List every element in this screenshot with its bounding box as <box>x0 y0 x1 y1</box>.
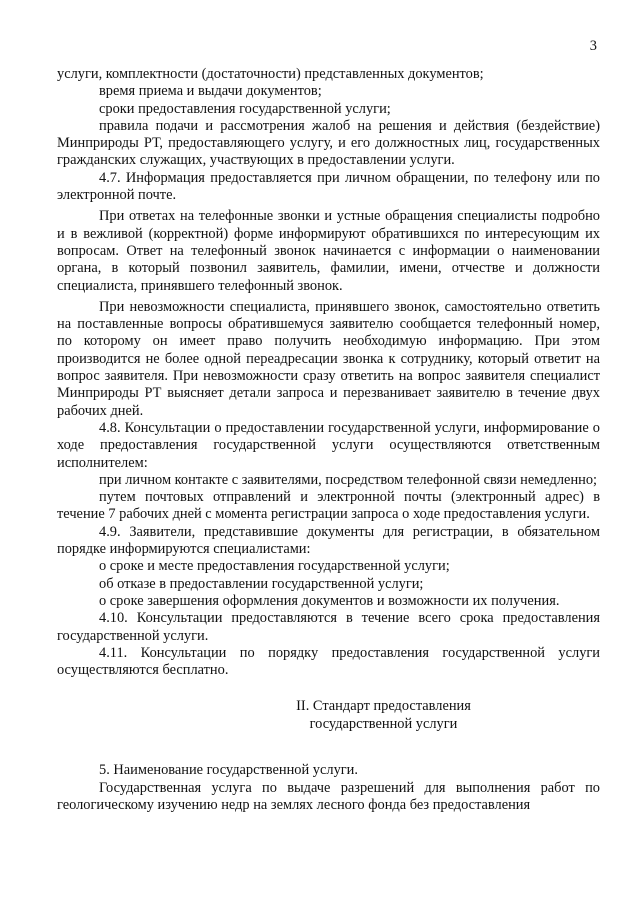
paragraph-4-9: 4.9. Заявители, представившие документы для регистрации, в обязательном порядке информируются специалистами: <box>57 523 600 558</box>
paragraph-personal-contact: при личном контакте с заявителями, посредством телефонной связи немедленно; <box>99 471 598 488</box>
paragraph-service-terms: сроки предоставления государственной услуги; <box>99 100 391 117</box>
paragraph-completion-term: о сроке завершения оформления документов и возможности их получения. <box>99 592 560 609</box>
paragraph-call-redirect: При невозможности специалиста, принявшего звонок, самостоятельно ответить на поставленные вопросы обратившемуся заявителю сообщается телефонный номер, по которому он имеет право получить необходимую информацию. При этом производится не более одной переадресации звонка к сотруднику, который ответит на вопрос заявителя. При невозможности сразу ответить на вопрос заявителя специалист Минприроды РТ выясняет детали запроса и перезванивает заявителю в течение двух рабочих дней. <box>57 298 600 419</box>
paragraph-5: 5. Наименование государственной услуги. <box>99 762 358 779</box>
paragraph-services-completeness: услуги, комплектности (достаточности) представленных документов; <box>57 66 484 82</box>
paragraph-complaint-rules: правила подачи и рассмотрения жалоб на решения и действия (бездействие) Минприроды РТ, предоставляющего услугу, и его должностных лиц, государственных гражданских служащих, участвующих в предоставлении услуги. <box>57 117 600 169</box>
paragraph-phone-answers: При ответах на телефонные звонки и устные обращения специалисты подробно и в вежливой (корректной) форме информируют обратившихся по интересующим их вопросам. Ответ на телефонный звонок начинается с информации о наименовании органа, в который позвонил заявитель, фамилии, имени, отчестве и должности специалиста, принявшего телефонный звонок. <box>57 208 600 294</box>
paragraph-4-7: 4.7. Информация предоставляется при личном обращении, по телефону или по электронной почте. <box>57 169 600 204</box>
section-title-line2: государственной услуги <box>309 716 458 733</box>
paragraph-refusal: об отказе в предоставлении государственной услуги; <box>99 575 424 592</box>
paragraph-reception-time: время приема и выдачи документов; <box>99 83 322 100</box>
paragraph-service-description: Государственная услуга по выдаче разрешений для выполнения работ по геологическому изучению недр на землях лесного фонда без предоставления <box>57 779 600 813</box>
paragraph-4-8: 4.8. Консультации о предоставлении государственной услуги, информирование о ходе предоставления государственной услуги осуществляются ответственным исполнителем: <box>57 419 600 471</box>
paragraph-4-11: 4.11. Консультации по порядку предоставления государственной услуги осуществляются бесплатно. <box>57 644 600 679</box>
section-title-line1: II. Стандарт предоставления <box>296 698 471 715</box>
paragraph-4-10: 4.10. Консультации предоставляются в течение всего срока предоставления государственной услуги. <box>57 610 600 644</box>
page-number: 3 <box>589 38 597 54</box>
section-title <box>167 697 600 733</box>
paragraph-mail: путем почтовых отправлений и электронной почты (электронный адрес) в течение 7 рабочих дней с момента регистрации запроса о ходе предоставления услуги. <box>57 489 600 523</box>
paragraph-term-place: о сроке и месте предоставления государственной услуги; <box>99 558 450 575</box>
